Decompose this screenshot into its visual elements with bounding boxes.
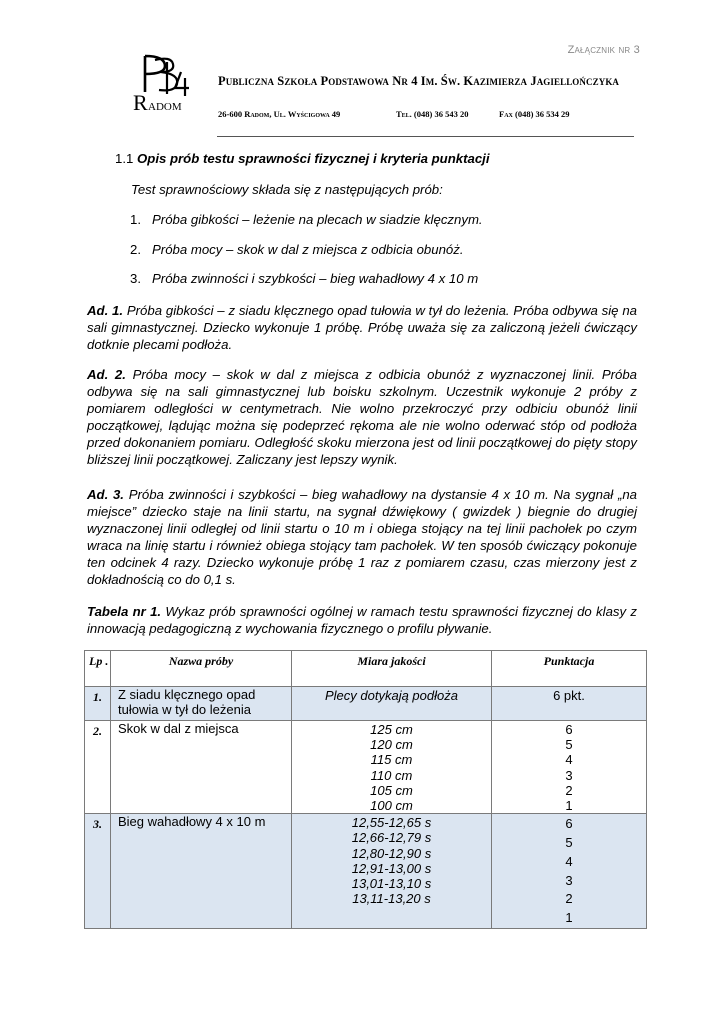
measure-value: 12,55-12,65 s (351, 815, 432, 831)
svg-text:ADOM: ADOM (148, 101, 182, 113)
list-item-number: 2. (130, 242, 141, 257)
list-item-number: 1. (130, 212, 141, 227)
measure-value: 105 cm (370, 782, 413, 798)
row-name: Bieg wahadłowy 4 x 10 m (111, 814, 292, 929)
list-item (130, 271, 478, 286)
paragraph-text: Próba zwinności i szybkości – bieg wahadłowy na dystansie 4 x 10 m. Na sygnał „na miejsce” dziecko staje na linii startu, na sygnał dźwiękowy ( gwizdek ) biegnie do drugiej wyznaczonej linii odległej od linii startu o 10 m i obiega stojący na tej linii pachołek po czym wraca na linię startu i również obiega stojący tam pachołek. W ten sposób ćwiczący pokonuje ten odcinek 4 razy. Dziecko wykonuje próbę 1 raz z pomiarem czasu, czas mierzony jest z dokładnością co do 0,1 s. (87, 487, 637, 588)
points-value: 6 (565, 722, 573, 737)
row-points (492, 721, 647, 814)
points-value: 1 (565, 910, 573, 926)
row-measure (292, 721, 492, 814)
school-logo-icon (131, 52, 193, 114)
school-name: Publiczna Szkoła Podstawowa Nr 4 Im. Św. Kazimierza Jagiellończyka (218, 74, 620, 88)
header-name: Nazwa próby (111, 651, 292, 687)
header-measure: Miara jakości (292, 651, 492, 687)
list-item (130, 242, 464, 257)
points-value: 5 (565, 737, 573, 753)
header-points: Punktacja (492, 651, 647, 687)
paragraph-ad2 (87, 366, 637, 469)
paragraph-label: Ad. 1. (87, 303, 124, 318)
measure-value: 125 cm (370, 722, 413, 737)
paragraph-text: Próba mocy – skok w dal z miejsca z odbicia obunóż z wyznaczonej linii. Próba odbywa się na sali gimnastycznej lub boisku szkolnym. Uczestnik wykonuje 2 próby z pomiarem odległości w centymetrach. Nie wolno przekroczyć przy odbiciu obunóż linii początkowej, lądując można się podeprzeć rękoma ale nie wolno oderwać stóp od podłoża przed dokonaniem pomiaru. Odległość skoku mierzona jest od linii początkowej do pięty stopy bliższej linii początkowej. Zaliczany jest lepszy wynik. (87, 367, 638, 468)
list-item-text: Próba mocy – skok w dal z miejsca z odbicia obunóż. (152, 242, 464, 257)
measure-value: Plecy dotykają podłoża (325, 688, 458, 703)
measure-value: 13,01-13,10 s (351, 876, 432, 892)
table-caption-text: Wykaz prób sprawności ogólnej w ramach testu sprawności fizycznej do klasy z innowacją pedagogiczną z wychowania fizycznego o profilu pływanie. (87, 604, 637, 637)
points-value: 2 (565, 891, 573, 907)
table-caption-label: Tabela nr 1. (87, 604, 162, 619)
row-measure (292, 814, 492, 929)
row-points (492, 687, 647, 721)
points-value: 6 pkt. (553, 688, 585, 703)
measure-value: 110 cm (370, 767, 413, 783)
paragraph-ad1 (87, 302, 637, 353)
measure-value: 13,11-13,20 s (352, 891, 431, 907)
row-name: Skok w dal z miejsca (111, 721, 292, 814)
row-lp: 3. (85, 814, 111, 929)
points-value: 3 (565, 767, 573, 783)
annex-label: Załącznik nr 3 (567, 44, 640, 56)
points-value: 4 (565, 853, 573, 869)
measure-value: 100 cm (370, 798, 413, 814)
points-value: 3 (565, 872, 573, 888)
fitness-test-table (84, 650, 647, 929)
table-row (85, 687, 647, 721)
table-row (85, 814, 647, 929)
points-value: 6 (565, 816, 573, 832)
school-phone: Tel. (048) 36 543 20 (396, 109, 469, 119)
paragraph-text: Próba gibkości – z siadu klęcznego opad tułowia w tył do leżenia. Próba odbywa się na sali gimnastycznej. Dziecko wykonuje 1 próbę. Próbę uważa się za zaliczoną jeżeli ćwiczący dotknie plecami podłoża. (87, 303, 637, 353)
row-lp: 1. (85, 687, 111, 721)
row-points (492, 814, 647, 929)
list-item-text: Próba zwinności i szybkości – bieg wahadłowy 4 x 10 m (152, 271, 479, 286)
school-fax: Fax (048) 36 534 29 (499, 109, 570, 119)
measure-value: 115 cm (370, 752, 413, 768)
school-address: 26-600 Radom, Ul. Wyścigowa 49 (218, 109, 341, 119)
points-value: 2 (565, 782, 573, 798)
list-item (130, 212, 483, 227)
row-measure (292, 687, 492, 721)
list-item-number: 3. (130, 271, 141, 286)
svg-text:R: R (133, 90, 148, 114)
section-title (115, 151, 490, 166)
header-lp: Lp . (85, 651, 111, 687)
measure-value: 12,66-12,79 s (351, 830, 432, 846)
table-header-row (85, 651, 647, 687)
row-lp: 2. (85, 721, 111, 814)
section-number: 1.1 (115, 151, 134, 166)
row-name: Z siadu klęcznego opad tułowia w tył do leżenia (111, 687, 292, 721)
points-value: 1 (565, 798, 573, 814)
table-row (85, 721, 647, 814)
measure-value: 120 cm (370, 737, 413, 753)
test-intro: Test sprawnościowy składa się z następujących prób: (131, 182, 443, 197)
school-contact (218, 109, 570, 119)
table-caption (87, 603, 637, 637)
points-value: 5 (565, 835, 573, 851)
paragraph-ad3 (87, 486, 637, 589)
measure-value: 12,80-12,90 s (351, 845, 432, 861)
paragraph-label: Ad. 2. (87, 367, 126, 382)
list-item-text: Próba gibkości – leżenie na plecach w siadzie klęcznym. (152, 212, 483, 227)
section-title-text: Opis prób testu sprawności fizycznej i kryteria punktacji (137, 151, 490, 166)
school-logo (131, 52, 193, 114)
measure-value: 12,91-13,00 s (351, 860, 432, 876)
points-value: 4 (565, 752, 573, 768)
header-divider (217, 136, 634, 137)
paragraph-label: Ad. 3. (87, 487, 124, 502)
